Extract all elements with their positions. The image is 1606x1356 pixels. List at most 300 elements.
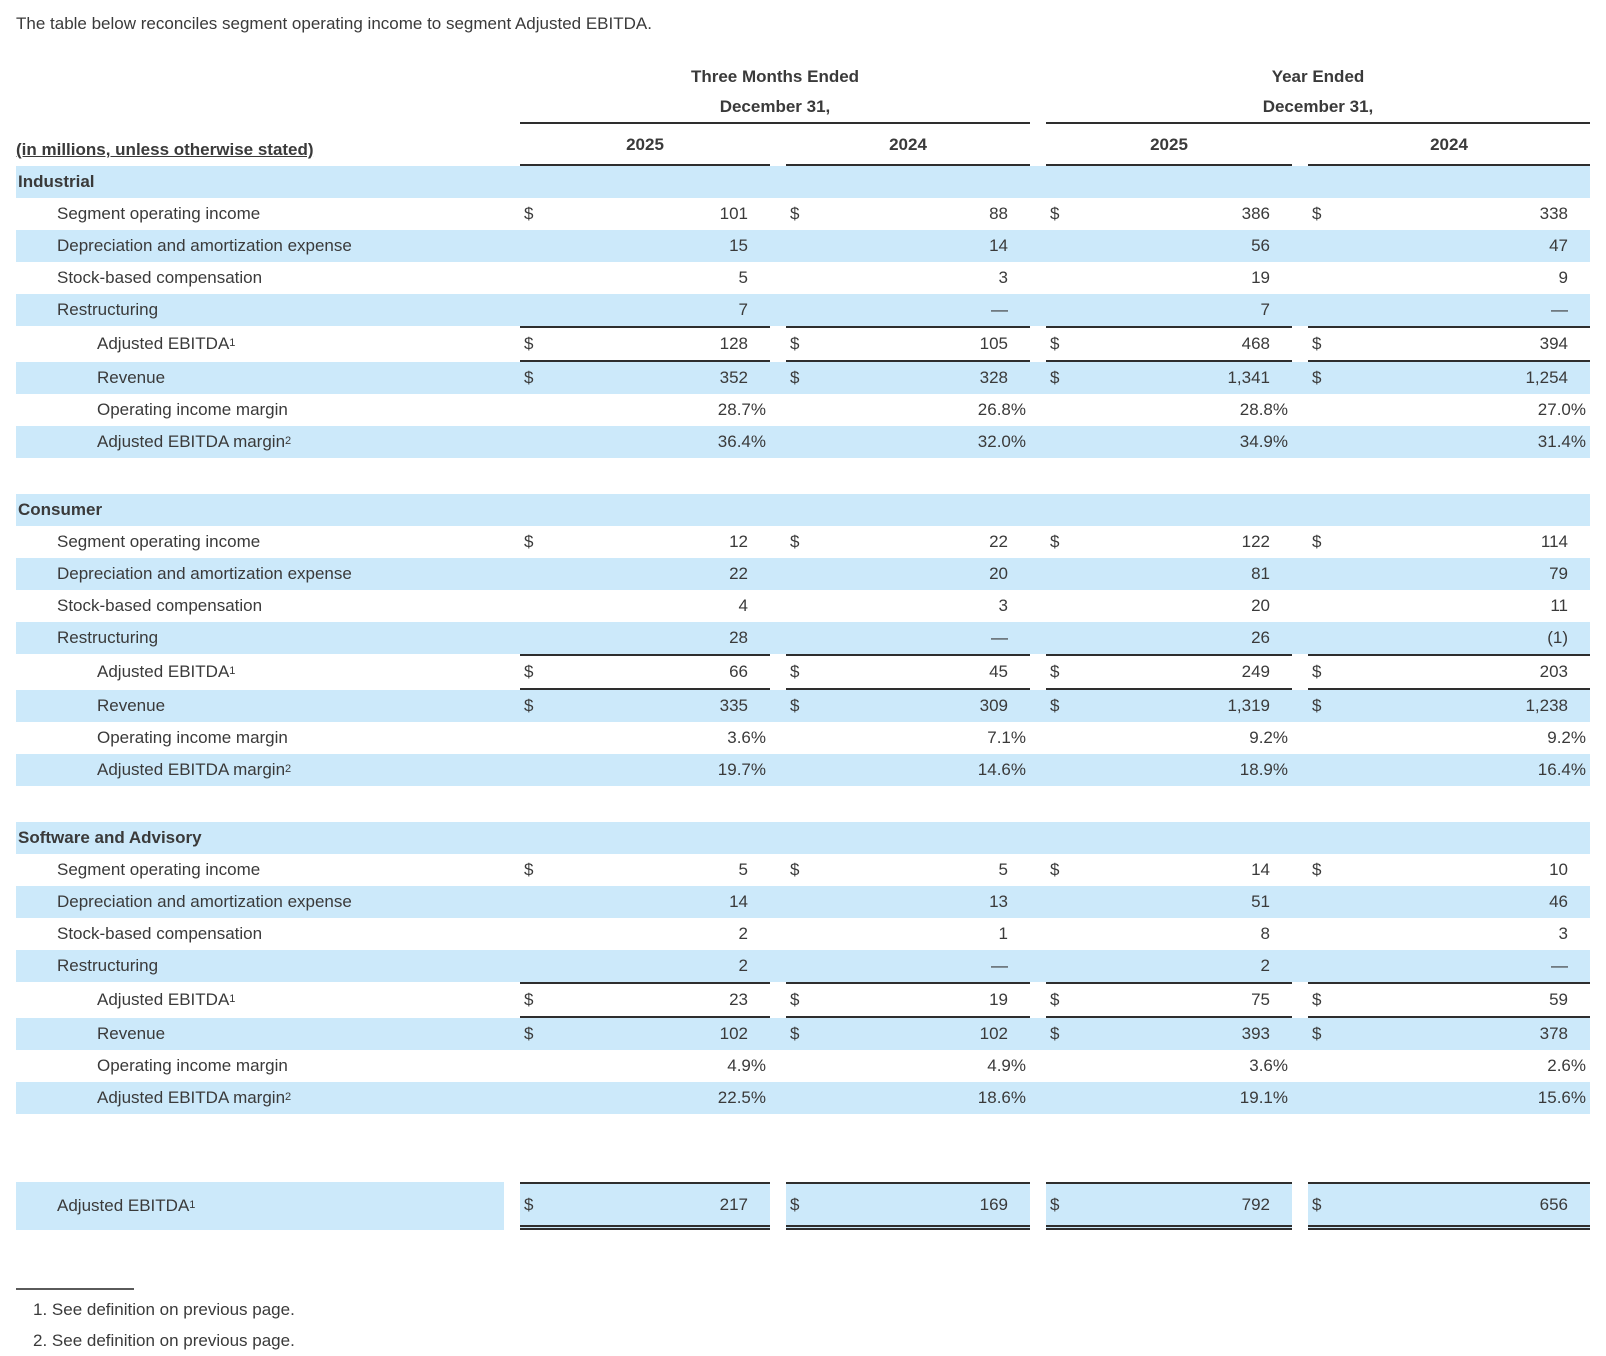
value-cell xyxy=(1308,754,1590,786)
value-cell xyxy=(1046,754,1292,786)
value-cell xyxy=(1308,558,1590,590)
dollar-sign: $ xyxy=(1312,204,1322,223)
row-label-text: Adjusted EBITDA margin xyxy=(97,1088,286,1107)
cell-value: 169 xyxy=(979,1194,1008,1214)
cell-value: 13 xyxy=(989,892,1008,911)
header-spacer xyxy=(16,62,504,92)
dollar-sign: $ xyxy=(524,860,534,879)
cell-value: 203 xyxy=(1539,662,1568,681)
dollar-sign: $ xyxy=(1050,1194,1060,1214)
table-row xyxy=(16,886,1590,918)
row-label-text: Adjusted EBITDA xyxy=(57,1196,190,1215)
dollar-sign: $ xyxy=(1312,532,1322,551)
table-row xyxy=(16,294,1590,326)
table-row xyxy=(16,690,1590,722)
row-label-header: (in millions, unless otherwise stated) xyxy=(16,140,314,159)
row-label-text: Segment operating income xyxy=(57,860,261,879)
cell-value: 3 xyxy=(998,268,1008,287)
segment-gap xyxy=(16,786,1590,822)
table-row xyxy=(16,426,1590,458)
row-label xyxy=(16,622,504,654)
row-label xyxy=(16,886,504,918)
cell-value: 7.1% xyxy=(987,728,1026,747)
section-header xyxy=(16,166,504,198)
cell-value: 19 xyxy=(1251,268,1270,287)
cell-value: 15.6% xyxy=(1537,1088,1586,1107)
cell-value: 28.8% xyxy=(1239,400,1288,419)
col-group-subheader-date: December 31, xyxy=(1046,92,1590,124)
cell-value: — xyxy=(1551,300,1568,319)
dollar-sign: $ xyxy=(524,1194,534,1214)
value-cell xyxy=(1308,362,1590,394)
cell-value: (1) xyxy=(1547,628,1568,647)
cell-value: 28 xyxy=(729,628,748,647)
cell-value: 1,254 xyxy=(1525,368,1568,387)
cell-value: 47 xyxy=(1549,236,1568,255)
value-cell xyxy=(786,230,1030,262)
dollar-sign: $ xyxy=(524,662,534,681)
table-row xyxy=(16,950,1590,982)
table-row xyxy=(16,198,1590,230)
value-cell xyxy=(1046,1018,1292,1050)
value-cell xyxy=(1046,722,1292,754)
value-cell xyxy=(1046,166,1292,198)
row-label: Adjusted EBITDA margin $^2$ xyxy=(97,432,292,451)
value-cell xyxy=(520,1182,770,1230)
cell-value: 3 xyxy=(998,596,1008,615)
value-cell xyxy=(520,494,770,526)
value-cell xyxy=(1308,918,1590,950)
table-row xyxy=(16,362,1590,394)
dollar-sign: $ xyxy=(524,1024,534,1043)
value-cell xyxy=(520,526,770,558)
cell-value: 31.4% xyxy=(1537,432,1586,451)
grand-total-label: Adjusted EBITDA $^1$ xyxy=(16,1182,504,1230)
cell-value: 309 xyxy=(979,696,1008,715)
value-cell xyxy=(786,394,1030,426)
cell-value: 3.6% xyxy=(1249,1056,1288,1075)
dollar-sign: $ xyxy=(1050,368,1060,387)
cell-value: 9.2% xyxy=(1249,728,1288,747)
cell-value: 102 xyxy=(979,1024,1008,1043)
value-cell xyxy=(1308,886,1590,918)
value-cell xyxy=(786,262,1030,294)
value-cell xyxy=(1308,166,1590,198)
cell-value: 1,238 xyxy=(1525,696,1568,715)
dollar-sign: $ xyxy=(524,990,534,1009)
value-cell xyxy=(1046,590,1292,622)
cell-value: 5 xyxy=(998,860,1008,879)
table-row xyxy=(16,230,1590,262)
intro-text: The table below reconciles segment operating income to segment Adjusted EBITDA. xyxy=(16,14,652,33)
cell-value: 7 xyxy=(1260,300,1270,319)
value-cell xyxy=(786,198,1030,230)
row-label xyxy=(16,198,504,230)
table-row xyxy=(16,1082,1590,1114)
cell-value: 328 xyxy=(979,368,1008,387)
cell-value: 36.4% xyxy=(717,432,766,451)
row-label-text: Adjusted EBITDA margin xyxy=(97,432,286,451)
table-row xyxy=(16,1018,1590,1050)
cell-value: 338 xyxy=(1539,204,1568,223)
col-group-header-three-months: Three Months Ended xyxy=(690,67,860,86)
value-cell xyxy=(520,166,770,198)
cell-value: 12 xyxy=(729,532,748,551)
row-label-text: Revenue xyxy=(97,696,166,715)
dollar-sign: $ xyxy=(1050,860,1060,879)
value-cell xyxy=(786,622,1030,654)
cell-value: 1 xyxy=(998,924,1008,943)
table-row xyxy=(16,326,1590,362)
cell-value: 4.9% xyxy=(987,1056,1026,1075)
value-cell xyxy=(786,918,1030,950)
value-cell xyxy=(520,590,770,622)
cell-value: 26.8% xyxy=(977,400,1026,419)
table-row xyxy=(16,590,1590,622)
year-label: 2024 xyxy=(1308,124,1590,166)
table-row xyxy=(16,722,1590,754)
cell-value: 19.7% xyxy=(717,760,766,779)
value-cell xyxy=(520,950,770,982)
value-cell xyxy=(786,690,1030,722)
col-group-subheader-date: December 31, xyxy=(520,92,1030,124)
row-label-text: Depreciation and amortization expense xyxy=(57,236,352,255)
segment-gap xyxy=(16,1114,1590,1150)
cell-value: 23 xyxy=(729,990,748,1009)
cell-value: 81 xyxy=(1251,564,1270,583)
row-label-text: Segment operating income xyxy=(57,204,261,223)
value-cell xyxy=(520,822,770,854)
value-cell xyxy=(1046,690,1292,722)
table-row xyxy=(16,394,1590,426)
row-label xyxy=(16,362,504,394)
value-cell xyxy=(1308,394,1590,426)
dollar-sign: $ xyxy=(524,334,534,353)
cell-value: 9 xyxy=(1558,268,1568,287)
table-row xyxy=(16,1050,1590,1082)
cell-value: 9.2% xyxy=(1547,728,1586,747)
value-cell xyxy=(786,982,1030,1018)
table-row-grand-total xyxy=(16,1182,1590,1230)
value-cell xyxy=(520,654,770,690)
value-cell xyxy=(520,918,770,950)
cell-value: 59 xyxy=(1549,990,1568,1009)
value-cell xyxy=(1046,654,1292,690)
cell-value: 1,319 xyxy=(1227,696,1270,715)
value-cell xyxy=(786,722,1030,754)
value-cell xyxy=(520,262,770,294)
value-cell xyxy=(786,1050,1030,1082)
value-cell xyxy=(1046,854,1292,886)
value-cell xyxy=(1046,230,1292,262)
value-cell xyxy=(786,494,1030,526)
value-cell xyxy=(1046,262,1292,294)
cell-value: 18.9% xyxy=(1239,760,1288,779)
value-cell xyxy=(1308,690,1590,722)
table-row-section xyxy=(16,494,1590,526)
dollar-sign: $ xyxy=(790,860,800,879)
value-cell xyxy=(1308,198,1590,230)
cell-value: 88 xyxy=(989,204,1008,223)
cell-value: 3.6% xyxy=(727,728,766,747)
row-label-text: Adjusted EBITDA xyxy=(97,990,230,1009)
dollar-sign: $ xyxy=(524,368,534,387)
value-cell xyxy=(1308,982,1590,1018)
row-label-text: Consumer xyxy=(18,500,103,519)
dollar-sign: $ xyxy=(1312,860,1322,879)
cell-value: 56 xyxy=(1251,236,1270,255)
row-label: Adjusted EBITDA $^1$ xyxy=(97,334,236,353)
dollar-sign: $ xyxy=(790,990,800,1009)
cell-value: 19 xyxy=(989,990,1008,1009)
dollar-sign: $ xyxy=(1312,990,1322,1009)
row-label xyxy=(16,394,504,426)
value-cell xyxy=(1308,294,1590,326)
row-label-text: Restructuring xyxy=(57,628,159,647)
row-label: Adjusted EBITDA margin $^2$ xyxy=(97,1088,292,1107)
value-cell xyxy=(1308,854,1590,886)
row-label: Adjusted EBITDA $^1$ xyxy=(97,662,236,681)
cell-value: 16.4% xyxy=(1537,760,1586,779)
cell-value: 22.5% xyxy=(717,1088,766,1107)
value-cell xyxy=(1308,526,1590,558)
row-label-text: Stock-based compensation xyxy=(57,596,263,615)
cell-value: 66 xyxy=(729,662,748,681)
dollar-sign: $ xyxy=(1312,1024,1322,1043)
row-label xyxy=(16,854,504,886)
cell-value: 4 xyxy=(738,596,748,615)
dollar-sign: $ xyxy=(1050,990,1060,1009)
cell-value: 217 xyxy=(719,1194,748,1214)
cell-value: 101 xyxy=(719,204,748,223)
cell-value: 15 xyxy=(729,236,748,255)
cell-value: 102 xyxy=(719,1024,748,1043)
table-header xyxy=(16,62,1590,166)
value-cell xyxy=(1308,950,1590,982)
value-cell xyxy=(1046,1050,1292,1082)
cell-value: 3 xyxy=(1558,924,1568,943)
cell-value: 4.9% xyxy=(727,1056,766,1075)
value-cell xyxy=(520,622,770,654)
cell-value: 75 xyxy=(1251,990,1270,1009)
row-label-text: Operating income margin xyxy=(97,1056,288,1075)
year-label: 2024 xyxy=(786,124,1030,166)
value-cell xyxy=(1046,326,1292,362)
dollar-sign: $ xyxy=(1050,1024,1060,1043)
row-label-text: Adjusted EBITDA xyxy=(97,662,230,681)
value-cell xyxy=(520,326,770,362)
cell-value: — xyxy=(991,628,1008,647)
row-label-text: Depreciation and amortization expense xyxy=(57,564,352,583)
row-label-text: Operating income margin xyxy=(97,728,288,747)
dollar-sign: $ xyxy=(524,532,534,551)
cell-value: 32.0% xyxy=(977,432,1026,451)
cell-value: 386 xyxy=(1241,204,1270,223)
dollar-sign: $ xyxy=(1312,696,1322,715)
value-cell xyxy=(1308,1082,1590,1114)
dollar-sign: $ xyxy=(790,1024,800,1043)
value-cell xyxy=(520,362,770,394)
value-cell xyxy=(520,426,770,458)
row-label xyxy=(16,262,504,294)
value-cell xyxy=(520,1082,770,1114)
cell-value: 34.9% xyxy=(1239,432,1288,451)
value-cell xyxy=(1308,654,1590,690)
cell-value: — xyxy=(991,956,1008,975)
row-label: Adjusted EBITDA $^1$ xyxy=(97,990,236,1009)
cell-value: 105 xyxy=(979,334,1008,353)
table-row xyxy=(16,526,1590,558)
cell-value: 8 xyxy=(1260,924,1270,943)
table-row xyxy=(16,558,1590,590)
dollar-sign: $ xyxy=(1050,532,1060,551)
table-row xyxy=(16,854,1590,886)
value-cell xyxy=(1308,262,1590,294)
dollar-sign: $ xyxy=(1312,662,1322,681)
row-label-text: Restructuring xyxy=(57,956,159,975)
value-cell xyxy=(1308,822,1590,854)
row-label: Adjusted EBITDA margin $^2$ xyxy=(97,760,292,779)
table-row xyxy=(16,754,1590,786)
table-row xyxy=(16,622,1590,654)
cell-value: 394 xyxy=(1539,334,1568,353)
segment-gap xyxy=(16,458,1590,494)
table-row xyxy=(16,918,1590,950)
cell-value: 10 xyxy=(1549,860,1568,879)
table-row xyxy=(16,262,1590,294)
value-cell xyxy=(520,294,770,326)
value-cell xyxy=(1046,426,1292,458)
value-cell xyxy=(1046,950,1292,982)
value-cell xyxy=(786,590,1030,622)
value-cell xyxy=(520,854,770,886)
value-cell xyxy=(520,1050,770,1082)
cell-value: 45 xyxy=(989,662,1008,681)
value-cell xyxy=(1308,326,1590,362)
value-cell xyxy=(520,722,770,754)
value-cell xyxy=(1308,1182,1590,1230)
row-label-text: Software and Advisory xyxy=(18,828,202,847)
value-cell xyxy=(786,950,1030,982)
cell-value: 5 xyxy=(738,860,748,879)
section-header xyxy=(16,494,504,526)
cell-value: 28.7% xyxy=(717,400,766,419)
value-cell xyxy=(1308,590,1590,622)
row-label xyxy=(16,950,504,982)
value-cell xyxy=(1308,494,1590,526)
value-cell xyxy=(786,294,1030,326)
value-cell xyxy=(786,426,1030,458)
value-cell xyxy=(786,166,1030,198)
row-label-text: Industrial xyxy=(18,172,95,191)
cell-value: 18.6% xyxy=(977,1088,1026,1107)
value-cell xyxy=(1046,886,1292,918)
cell-value: 14 xyxy=(1251,860,1270,879)
reconciliation-table xyxy=(16,62,1590,1230)
cell-value: 656 xyxy=(1539,1194,1568,1214)
dollar-sign: $ xyxy=(790,1194,800,1214)
value-cell xyxy=(786,362,1030,394)
value-cell xyxy=(786,526,1030,558)
dollar-sign: $ xyxy=(1050,696,1060,715)
table-row xyxy=(16,982,1590,1018)
row-label-text: Restructuring xyxy=(57,300,159,319)
row-label-text: Stock-based compensation xyxy=(57,924,263,943)
year-label: 2025 xyxy=(520,124,770,166)
footnote-divider xyxy=(16,1288,134,1290)
dollar-sign: $ xyxy=(790,662,800,681)
dollar-sign: $ xyxy=(1312,334,1322,353)
value-cell xyxy=(520,754,770,786)
row-label xyxy=(16,918,504,950)
value-cell xyxy=(1308,230,1590,262)
value-cell xyxy=(1308,622,1590,654)
cell-value: 20 xyxy=(1251,596,1270,615)
table-row-section xyxy=(16,822,1590,854)
col-group-header-year-ended: Year Ended xyxy=(1271,67,1365,86)
value-cell xyxy=(1308,722,1590,754)
dollar-sign: $ xyxy=(1312,1194,1322,1214)
cell-value: 249 xyxy=(1241,662,1270,681)
cell-value: 2 xyxy=(738,956,748,975)
value-cell xyxy=(1046,1082,1292,1114)
value-cell xyxy=(1046,294,1292,326)
value-cell xyxy=(1046,622,1292,654)
header-spacer xyxy=(16,92,504,124)
table-row xyxy=(16,654,1590,690)
value-cell xyxy=(1046,982,1292,1018)
value-cell xyxy=(520,198,770,230)
row-label xyxy=(16,558,504,590)
cell-value: 7 xyxy=(738,300,748,319)
cell-value: 14.6% xyxy=(977,760,1026,779)
dollar-sign: $ xyxy=(1050,662,1060,681)
cell-value: 2 xyxy=(738,924,748,943)
value-cell xyxy=(1046,526,1292,558)
cell-value: 468 xyxy=(1241,334,1270,353)
value-cell xyxy=(786,1018,1030,1050)
value-cell xyxy=(520,394,770,426)
cell-value: 378 xyxy=(1539,1024,1568,1043)
cell-value: 11 xyxy=(1550,596,1568,615)
value-cell xyxy=(520,1018,770,1050)
value-cell xyxy=(1046,822,1292,854)
row-label xyxy=(16,690,504,722)
section-header xyxy=(16,822,504,854)
value-cell xyxy=(520,230,770,262)
cell-value: 114 xyxy=(1540,532,1568,551)
row-label-text: Adjusted EBITDA xyxy=(97,334,230,353)
cell-value: 14 xyxy=(729,892,748,911)
value-cell xyxy=(1046,494,1292,526)
dollar-sign: $ xyxy=(790,532,800,551)
value-cell xyxy=(520,886,770,918)
row-label xyxy=(16,722,504,754)
cell-value: 20 xyxy=(989,564,1008,583)
row-label xyxy=(16,294,504,326)
cell-value: 352 xyxy=(719,368,748,387)
cell-value: 19.1% xyxy=(1239,1088,1288,1107)
footnote: 1. See definition on previous page. xyxy=(33,1300,295,1319)
year-label: 2025 xyxy=(1046,124,1292,166)
value-cell xyxy=(786,326,1030,362)
value-cell xyxy=(1308,1050,1590,1082)
cell-value: — xyxy=(991,300,1008,319)
value-cell xyxy=(1046,362,1292,394)
value-cell xyxy=(786,1082,1030,1114)
value-cell xyxy=(1046,394,1292,426)
row-label xyxy=(16,1050,504,1082)
